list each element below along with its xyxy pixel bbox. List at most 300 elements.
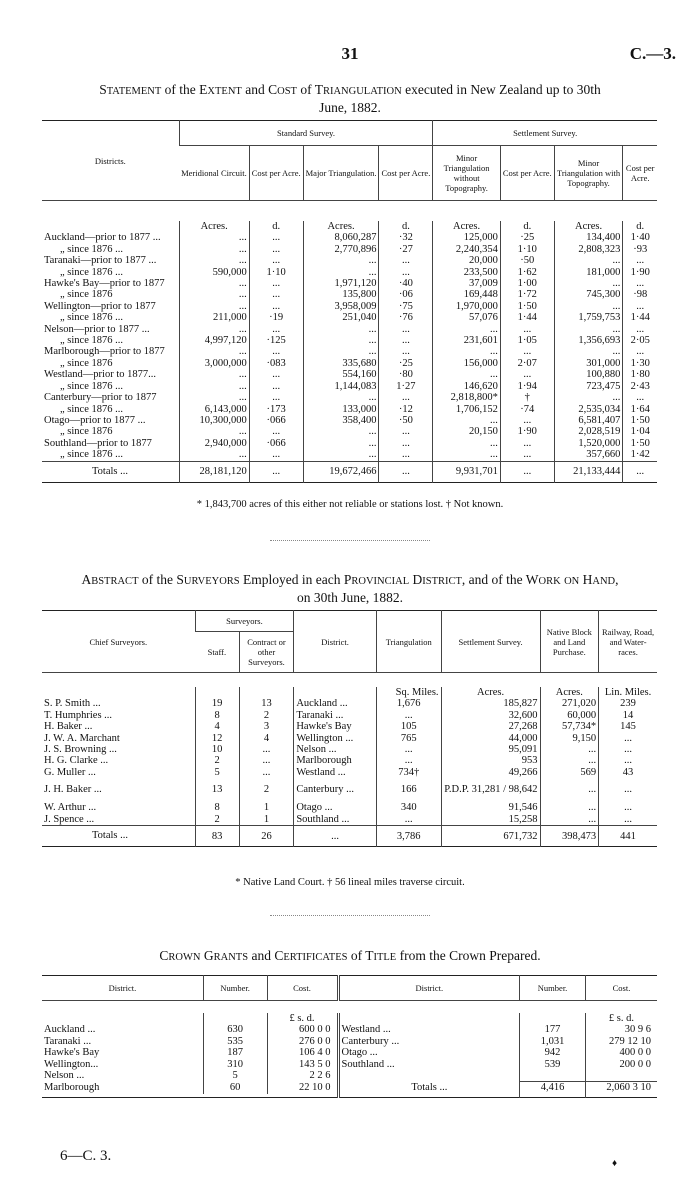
table-cell: 95,091 <box>441 744 540 755</box>
district-name: Southland ... <box>294 814 377 826</box>
total-meridional: 28,181,120 <box>179 461 249 482</box>
table-cell: 8,060,287 <box>303 232 379 243</box>
triangulation-header: Triangulation <box>376 611 441 673</box>
table-cell: 1·40 <box>623 232 657 243</box>
table-cell: 2,818,800* <box>433 392 500 403</box>
total-cost: 2,060 3 10 <box>585 1082 657 1094</box>
table-cell: ... <box>599 744 657 755</box>
table-cell: 20,150 <box>433 426 500 437</box>
table-cell: 181,000 <box>554 267 623 278</box>
district-name: Southland ... <box>338 1059 520 1070</box>
district-label: „ since 1876 <box>60 426 113 438</box>
table-row <box>42 778 657 802</box>
standard-survey-header: Standard Survey. <box>179 121 433 146</box>
table-cell: ... <box>554 392 623 403</box>
title-fragment: W <box>525 572 539 587</box>
table-cell: ... <box>249 289 303 300</box>
table-cell: ... <box>303 426 379 437</box>
table-cell: 310 <box>203 1059 267 1070</box>
table-cell: ... <box>179 232 249 243</box>
table-row <box>42 1024 657 1035</box>
table-cell: 1·30 <box>623 358 657 369</box>
surveyor-name: W. Arthur ... <box>44 802 97 814</box>
table-cell: ... <box>379 449 433 461</box>
district-name: Auckland ... <box>44 1024 96 1036</box>
table-cell: ... <box>554 346 623 357</box>
table-cell: 22 10 0 <box>267 1082 338 1094</box>
table-cell: 8 <box>195 710 239 721</box>
title-fragment: RIANGULATION <box>322 86 402 97</box>
district-label: Wellington—prior to 1877 <box>44 300 156 312</box>
staff-header: Staff. <box>207 647 227 657</box>
table-row <box>42 449 657 461</box>
table-cell: ·50 <box>500 255 554 266</box>
table-cell: 1·50 <box>623 438 657 449</box>
table-cell: ... <box>303 335 379 346</box>
surveyor-name: G. Muller ... <box>44 766 96 778</box>
table-cell: ... <box>433 369 500 380</box>
ink-mark: ♦ <box>612 1158 618 1169</box>
table-cell: 1·90 <box>623 267 657 278</box>
table-cell: ... <box>623 301 657 312</box>
district-name: Marlborough <box>44 1082 100 1094</box>
table-row <box>42 255 657 266</box>
table-cell: 233,500 <box>433 267 500 278</box>
district-label: „ since 1876 <box>60 357 113 369</box>
table-cell: ... <box>179 381 249 392</box>
title-fragment: ORK <box>538 576 561 587</box>
col-cost-4: Cost per Acre. <box>623 146 657 201</box>
table-cell: ... <box>433 449 500 461</box>
table-cell: ... <box>179 278 249 289</box>
units-row <box>42 221 657 232</box>
district-label: „ since 1876 <box>60 289 113 301</box>
table-cell: 14 <box>599 710 657 721</box>
col-cost-3: Cost per Acre. <box>500 146 554 201</box>
table-cell: 554,160 <box>303 369 379 380</box>
district-label: Hawke's Bay—prior to 1877 <box>44 278 165 290</box>
title-fragment: of <box>347 948 366 963</box>
table-cell: ·06 <box>379 289 433 300</box>
table-cell: ... <box>249 244 303 255</box>
unit-label: d. <box>500 221 554 232</box>
table-cell: 5 <box>203 1070 267 1082</box>
table-cell: 1,520,000 <box>554 438 623 449</box>
table-cell: 271,020 <box>540 698 599 709</box>
cost-header-right: Cost. <box>585 976 657 1001</box>
surveyor-name: H. G. Clarke ... <box>44 755 109 767</box>
table1-title <box>40 82 660 116</box>
units-blank <box>42 221 179 232</box>
table-cell: ... <box>179 255 249 266</box>
table-cell: ... <box>179 369 249 380</box>
table-cell: ... <box>376 744 441 755</box>
table-cell: ... <box>179 289 249 300</box>
table-cell: 1·80 <box>623 369 657 380</box>
table-row <box>42 1047 657 1058</box>
district-name: Westland ... <box>338 1024 520 1035</box>
table-cell: 27,268 <box>441 721 540 732</box>
table-cell: 105 <box>376 721 441 732</box>
table-cell: 590,000 <box>179 267 249 278</box>
table-cell: 1·50 <box>500 301 554 312</box>
table-cell: 765 <box>376 733 441 744</box>
total-cost-3: ... <box>500 461 554 482</box>
total-district: ... <box>294 826 377 847</box>
table-cell: 1,706,152 <box>433 404 500 415</box>
table-cell: ... <box>433 346 500 357</box>
table-cell: ... <box>379 426 433 437</box>
table-cell: ... <box>500 438 554 449</box>
table-cell: 1·90 <box>500 426 554 437</box>
table-cell: 630 <box>203 1024 267 1035</box>
table-cell: ... <box>249 232 303 243</box>
total-cost-2: ... <box>379 461 433 482</box>
table-row <box>42 1059 657 1070</box>
table-cell: ... <box>433 415 500 426</box>
district-label: „ since 1876 ... <box>60 312 123 324</box>
table-cell: 279 12 10 <box>585 1036 657 1047</box>
table-cell: 1,031 <box>520 1036 586 1047</box>
table-cell: 91,546 <box>441 802 540 813</box>
title-fragment: C <box>159 948 169 963</box>
table-cell: ... <box>540 755 599 766</box>
unit-lsd-right: £ s. d. <box>585 1013 657 1024</box>
district-name: Taranaki ... <box>294 710 377 721</box>
district-label: Auckland—prior to 1877 ... <box>44 232 161 244</box>
table-row <box>42 733 657 744</box>
district-name: Canterbury ... <box>294 778 377 802</box>
table-cell: ... <box>500 449 554 461</box>
district-header-left: District. <box>108 983 137 993</box>
page-code: C.—3. <box>629 44 676 63</box>
table-cell: ... <box>379 346 433 357</box>
col-cost-2: Cost per Acre. <box>379 146 433 201</box>
table-cell: 156,000 <box>433 358 500 369</box>
district-header: District. <box>294 611 377 673</box>
table-cell: ... <box>379 324 433 335</box>
district-name: Auckland ... <box>294 698 377 709</box>
table-cell: 57,076 <box>433 312 500 323</box>
table-cell: 6,143,000 <box>179 404 249 415</box>
table-row <box>42 278 657 289</box>
table-cell: 146,620 <box>433 381 500 392</box>
title-fragment: ROWN <box>168 952 201 963</box>
district-label: Westland—prior to 1877... <box>44 369 157 381</box>
table-row <box>42 232 657 243</box>
total-minor-with: 21,133,444 <box>554 461 623 482</box>
table-row <box>42 267 657 278</box>
unit-label: Acres. <box>179 221 249 232</box>
col-cost-1: Cost per Acre. <box>249 146 303 201</box>
table1-title-line2: June, 1882. <box>319 100 381 115</box>
table-cell: ... <box>540 778 599 802</box>
table-cell: ... <box>500 324 554 335</box>
divider <box>270 540 430 541</box>
surveyor-name: J. S. Browning ... <box>44 744 117 756</box>
cost-header-left: Cost. <box>267 976 338 1001</box>
table-cell: 134,400 <box>554 232 623 243</box>
district-label: Canterbury—prior to 1877 <box>44 392 157 404</box>
table-cell: ... <box>179 346 249 357</box>
native-block-header: Native Block and Land Purchase. <box>540 611 599 673</box>
table-cell: 1,971,120 <box>303 278 379 289</box>
title-fragment: URVEYORS <box>183 576 240 587</box>
district-name: Nelson ... <box>44 1070 85 1082</box>
table-cell: 301,000 <box>554 358 623 369</box>
totals-label: Totals ... <box>338 1082 520 1094</box>
table-cell: 135,800 <box>303 289 379 300</box>
table-cell: 133,000 <box>303 404 379 415</box>
table-cell: 32,600 <box>441 710 540 721</box>
table-row <box>42 767 657 778</box>
table-cell: 1,759,753 <box>554 312 623 323</box>
table-cell: 335,680 <box>303 358 379 369</box>
total-cost-1: ... <box>249 461 303 482</box>
totals-label: Totals ... <box>92 465 129 477</box>
table-cell: 211,000 <box>179 312 249 323</box>
table-cell: 49,266 <box>441 767 540 778</box>
table-cell: ·083 <box>249 358 303 369</box>
table-row <box>42 404 657 415</box>
table-cell: ·25 <box>379 358 433 369</box>
district-label: „ since 1876 ... <box>60 335 123 347</box>
table-cell: 1 <box>239 814 294 826</box>
table-cell: 251,040 <box>303 312 379 323</box>
table-cell: ... <box>179 392 249 403</box>
table-cell: 5 <box>195 767 239 778</box>
page-number: 31 <box>341 44 359 63</box>
table-row <box>42 802 657 813</box>
table-cell: 57,734* <box>540 721 599 732</box>
table-cell: 953 <box>441 755 540 766</box>
table-row <box>42 301 657 312</box>
table-cell: ... <box>623 392 657 403</box>
table-cell: 1·10 <box>249 267 303 278</box>
district-name: Hawke's Bay <box>294 721 377 732</box>
table-row <box>42 698 657 709</box>
district-label: „ since 1876 ... <box>60 380 123 392</box>
table-cell: ·19 <box>249 312 303 323</box>
table-cell: ... <box>623 346 657 357</box>
table-cell: 357,660 <box>554 449 623 461</box>
table-cell: ... <box>303 392 379 403</box>
title-fragment: and <box>241 82 269 97</box>
table-cell: 30 9 6 <box>585 1024 657 1035</box>
table-cell: 2 2 6 <box>267 1070 338 1082</box>
table-row <box>42 358 657 369</box>
table-row <box>42 312 657 323</box>
table-row <box>42 1082 657 1094</box>
table-row <box>42 721 657 732</box>
table-cell: 1 <box>239 802 294 813</box>
table-cell: ... <box>433 438 500 449</box>
title-fragment: G <box>203 948 214 963</box>
table-cell: ... <box>623 278 657 289</box>
table-cell: ... <box>623 255 657 266</box>
table-cell: 3,000,000 <box>179 358 249 369</box>
table-cell: 569 <box>540 767 599 778</box>
table-cell: ... <box>239 767 294 778</box>
unit-sq-miles: Sq. Miles. <box>376 687 441 698</box>
district-name: Wellington ... <box>294 733 377 744</box>
table-cell: ... <box>249 255 303 266</box>
table1-footnote: * 1,843,700 acres of this either not reliable or stations lost. † Not known. <box>196 499 504 510</box>
table-cell: ... <box>379 392 433 403</box>
table-row <box>42 1036 657 1047</box>
table-cell: 185,827 <box>441 698 540 709</box>
table-cell: ... <box>540 814 599 826</box>
table-cell: ·93 <box>623 244 657 255</box>
title-fragment: , <box>615 572 619 587</box>
table-cell: 2 <box>195 814 239 826</box>
table-cell: 187 <box>203 1047 267 1058</box>
district-name: Marlborough <box>294 755 377 766</box>
unit-label: Acres. <box>433 221 500 232</box>
railway-header: Railway, Road, and Water-races. <box>599 611 657 673</box>
title-fragment: of <box>296 82 315 97</box>
table-cell: 1·94 <box>500 381 554 392</box>
table-cell: 2,770,896 <box>303 244 379 255</box>
table-cell: ·25 <box>500 232 554 243</box>
table-row <box>42 814 657 826</box>
unit-acres-1: Acres. <box>441 687 540 698</box>
table-row <box>42 438 657 449</box>
col-major-triangulation: Major Triangulation. <box>303 146 379 201</box>
table-cell: 1,356,693 <box>554 335 623 346</box>
table-cell: ... <box>179 244 249 255</box>
table-row <box>42 346 657 357</box>
total-major: 19,672,466 <box>303 461 379 482</box>
table-cell: 231,601 <box>433 335 500 346</box>
table-cell: 1,970,000 <box>433 301 500 312</box>
table-cell: 2·43 <box>623 381 657 392</box>
number-header-left: Number. <box>203 976 267 1001</box>
unit-label: d. <box>249 221 303 232</box>
title-fragment: Employed in each <box>239 572 344 587</box>
table-cell: ·066 <box>249 438 303 449</box>
table-cell: 1·50 <box>623 415 657 426</box>
table-cell: 177 <box>520 1024 586 1035</box>
table-cell: ... <box>249 346 303 357</box>
total-minor-without: 9,931,701 <box>433 461 500 482</box>
district-label: Southland—prior to 1877 <box>44 437 152 449</box>
total-railway: 441 <box>599 826 657 847</box>
title-fragment: ERTIFICATES <box>283 952 348 963</box>
table-cell: 4,997,120 <box>179 335 249 346</box>
triangulation-table <box>42 120 657 483</box>
table-cell: 145 <box>599 721 657 732</box>
district-label: Nelson—prior to 1877 ... <box>44 323 150 335</box>
table-row <box>42 244 657 255</box>
table-cell: ... <box>303 449 379 461</box>
table-cell: 12 <box>195 733 239 744</box>
table-cell: ... <box>623 324 657 335</box>
table-cell: ... <box>249 449 303 461</box>
title-fragment: of the <box>161 82 200 97</box>
title-fragment: and <box>248 948 275 963</box>
surveyor-name: J. Spence ... <box>44 813 95 825</box>
surveyors-table <box>42 610 657 847</box>
number-header-right: Number. <box>520 976 586 1001</box>
table-cell: ... <box>179 449 249 461</box>
district-name: Otago ... <box>338 1047 520 1058</box>
surveyor-name: J. H. Baker ... <box>44 784 102 796</box>
divider <box>270 915 430 916</box>
table-row <box>42 415 657 426</box>
table-cell: ·80 <box>379 369 433 380</box>
table-cell: † <box>500 392 554 403</box>
table-cell: 4 <box>195 721 239 732</box>
table-cell: ·76 <box>379 312 433 323</box>
table-cell: ... <box>303 438 379 449</box>
surveyor-name: S. P. Smith ... <box>44 698 101 710</box>
table-cell: ... <box>554 301 623 312</box>
surveyor-name: T. Humphries ... <box>44 709 113 721</box>
table2-footnote: * Native Land Court. † 56 lineal miles traverse circuit. <box>235 877 465 888</box>
unit-label: d. <box>623 221 657 232</box>
table-row <box>42 369 657 380</box>
table-cell: 2,808,323 <box>554 244 623 255</box>
unit-lsd-left: £ s. d. <box>267 1013 338 1024</box>
total-contract: 26 <box>239 826 294 847</box>
totals-label: Totals ... <box>92 830 129 842</box>
table-cell: 4 <box>239 733 294 744</box>
table-cell: 60 <box>203 1082 267 1094</box>
surveyors-header: Surveyors. <box>195 611 294 632</box>
settlement-survey-header: Settlement Survey. <box>441 611 540 673</box>
table-cell: 166 <box>376 778 441 802</box>
table-cell: 942 <box>520 1047 586 1058</box>
district-label: Taranaki—prior to 1877 ... <box>44 255 157 267</box>
table-cell: 535 <box>203 1036 267 1047</box>
district-name: Nelson ... <box>294 744 377 755</box>
crown-grants-table <box>42 975 657 1098</box>
table-cell: ... <box>599 778 657 802</box>
table-row <box>42 392 657 403</box>
table-cell: 9,150 <box>540 733 599 744</box>
table-cell: ... <box>249 381 303 392</box>
title-fragment: XTENT <box>207 86 242 97</box>
table-cell: 10,300,000 <box>179 415 249 426</box>
table-cell: ... <box>379 267 433 278</box>
title-fragment: P <box>343 572 352 587</box>
table-row <box>42 755 657 766</box>
table-cell: 2·05 <box>623 335 657 346</box>
title-fragment: TATEMENT <box>106 86 162 97</box>
district-label: „ since 1876 ... <box>60 243 123 255</box>
table-cell: ·173 <box>249 404 303 415</box>
table-cell: 20,000 <box>433 255 500 266</box>
table-cell: 19 <box>195 698 239 709</box>
table-cell: ... <box>500 415 554 426</box>
table-cell: ... <box>379 438 433 449</box>
table-cell: 1,676 <box>376 698 441 709</box>
table-row <box>42 381 657 392</box>
table-row <box>42 744 657 755</box>
title-fragment: ISTRICT <box>422 576 462 587</box>
table-cell: ... <box>554 324 623 335</box>
col-meridional-circuit: Meridional Circuit. <box>181 168 247 178</box>
table-cell: ... <box>599 733 657 744</box>
table-cell: 6,581,407 <box>554 415 623 426</box>
table-cell: ... <box>433 324 500 335</box>
table-cell: 1·42 <box>623 449 657 461</box>
table-cell: ... <box>379 255 433 266</box>
unit-acres-2: Acres. <box>540 687 599 698</box>
district-label: „ since 1876 ... <box>60 266 123 278</box>
table-cell: 1·05 <box>500 335 554 346</box>
